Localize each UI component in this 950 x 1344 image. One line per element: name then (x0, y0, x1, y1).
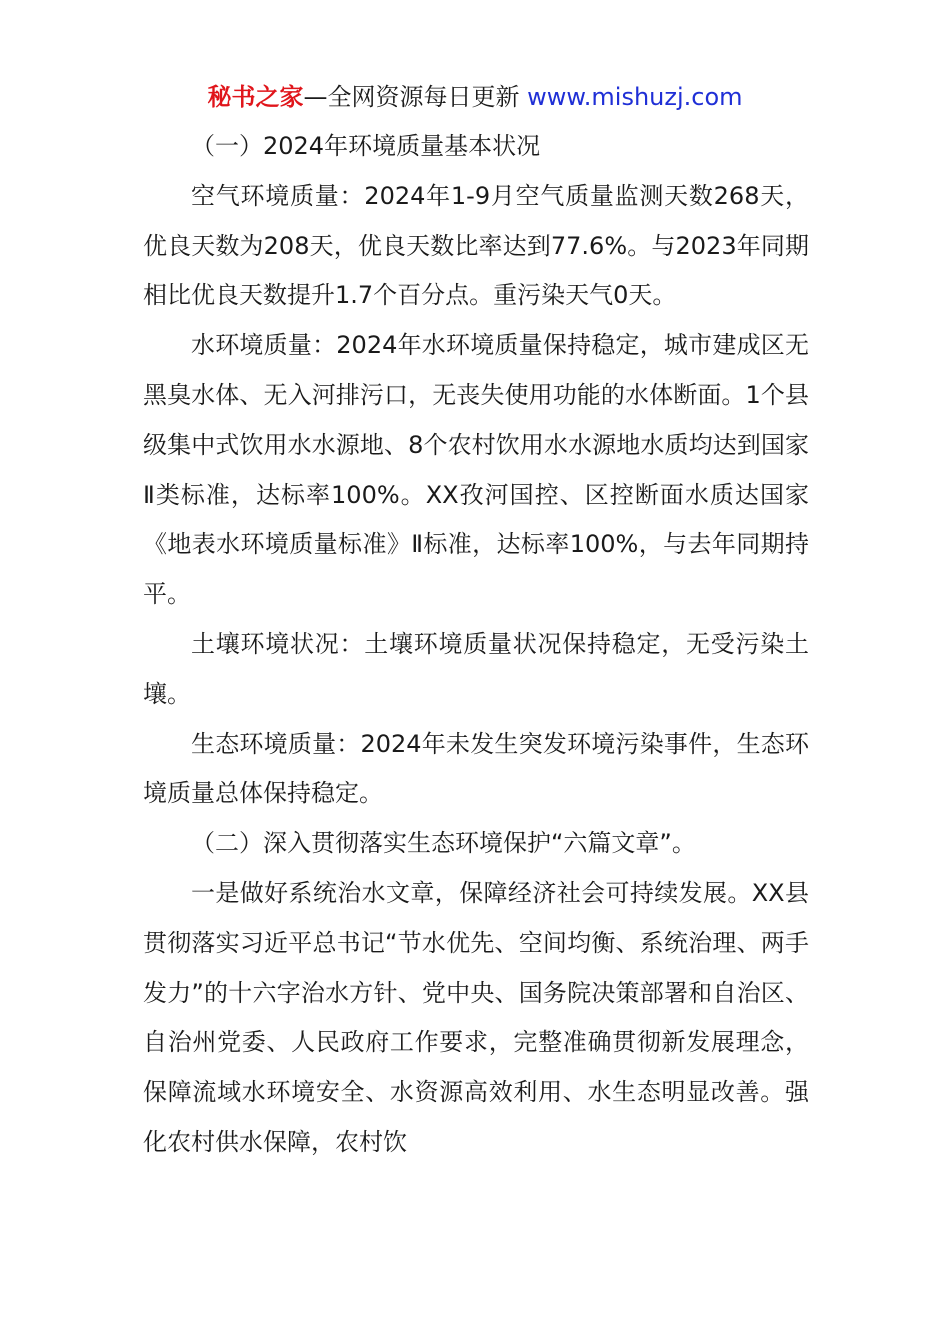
paragraph-ecology-quality: 生态环境质量：2024年未发生突发环境污染事件，生态环境质量总体保持稳定。 (143, 729, 809, 808)
section-heading-1: （一）2024年环境质量基本状况 (191, 132, 541, 160)
header-tagline: —全网资源每日更新 (303, 83, 520, 111)
website-url[interactable]: www.mishuzj.com (527, 83, 743, 111)
paragraph-water-quality: 水环境质量：2024年水环境质量保持稳定，城市建成区无黑臭水体、无入河排污口，无丧失使用功能的水体断面。1个县级集中式饮用水水源地、8个农村饮用水水源地水质均达到国家Ⅱ类标准，达标率100%。XX孜河国控、区控断面水质达国家《地表水环境质量标准》Ⅱ标准，达标率100%，与去年同期持平。 (143, 331, 809, 609)
paragraph-water-governance: 一是做好系统治水文章，保障经济社会可持续发展。XX县贯彻落实习近平总书记“节水优先、空间均衡、系统治理、两手发力”的十六字治水方针、党中央、国务院决策部署和自治区、自治州党委、人民政府工作要求，完整准确贯彻新发展理念，保障流域水环境安全、水资源高效利用、水生态明显改善。强化农村供水保障，农村饮 (143, 878, 809, 1156)
document-body (143, 122, 809, 1168)
paragraph-soil-status: 土壤环境状况：土壤环境质量状况保持稳定，无受污染土壤。 (143, 629, 809, 708)
page-header (0, 80, 950, 114)
section-heading-2: （二）深入贯彻落实生态环境保护“六篇文章”。 (191, 829, 696, 858)
paragraph-air-quality: 空气环境质量：2024年1-9月空气质量监测天数268天，优良天数为208天，优良天数比率达到77.6%。与2023年同期相比优良天数提升1.7个百分点。重污染天气0天。 (143, 181, 809, 310)
brand-name: 秘书之家 (207, 83, 304, 111)
